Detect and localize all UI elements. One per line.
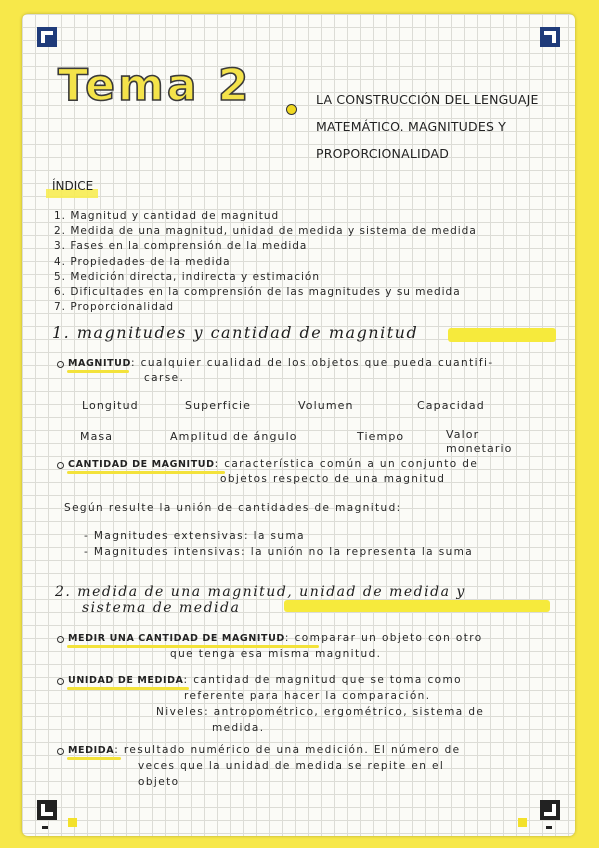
index-item: 7. Proporcionalidad	[54, 301, 174, 314]
bullet-icon	[57, 462, 64, 469]
marker-dash	[546, 826, 552, 829]
index-list	[54, 209, 477, 315]
unidad-def-line2: referente para hacer la comparación.	[184, 690, 431, 702]
medir-def-line2: que tenga esa misma magnitud.	[170, 648, 382, 660]
extensivas-text: - Magnitudes extensivas: la suma	[84, 530, 305, 542]
term-underline	[67, 370, 129, 373]
medida-definition	[68, 744, 461, 756]
magnitude-example: Volumen	[298, 399, 354, 412]
corner-marker-bottom-right-icon	[539, 799, 561, 821]
section2-heading-line2: sistema de medida	[82, 600, 241, 616]
medida-term: MEDIDA	[68, 745, 115, 756]
index-item: 6. Dificultades en la comprensión de las magnitudes y su medida	[54, 286, 461, 299]
unidad-definition	[68, 674, 462, 686]
corner-marker-top-right-icon	[539, 26, 561, 48]
magnitud-def-text: : cualquier cualidad de los objetos que pueda cuantifi-	[130, 357, 494, 369]
index-heading: ÍNDICE	[52, 179, 94, 193]
subtitle-line: PROPORCIONALIDAD	[316, 146, 450, 161]
title-dot	[286, 104, 297, 115]
subtitle-line: MATEMÁTICO. MAGNITUDES Y	[316, 119, 507, 134]
magnitud-definition	[68, 357, 494, 369]
index-item: 3. Fases en la comprensión de la medida	[54, 240, 308, 253]
bullet-icon	[57, 361, 64, 368]
magnitude-example: Capacidad	[417, 399, 485, 412]
unidad-def-line4: medida.	[212, 722, 265, 734]
index-item: 1. Magnitud y cantidad de magnitud	[54, 210, 280, 222]
page-title: Tema 2	[58, 60, 252, 111]
bullet-icon	[57, 748, 64, 755]
section2-heading-line1: 2. medida de una magnitud, unidad de medida y	[55, 584, 466, 600]
magnitude-example: Superficie	[185, 399, 252, 412]
term-underline	[67, 471, 225, 474]
medir-definition	[68, 632, 483, 644]
medir-term: MEDIR UNA CANTIDAD DE MAGNITUD	[68, 633, 285, 644]
medida-def-text: : resultado numérico de una medición. El número de	[114, 744, 461, 756]
unidad-def-text: : cantidad de magnitud que se toma como	[183, 674, 462, 686]
segun-text: Según resulte la unión de cantidades de magnitud:	[64, 502, 402, 514]
section1-heading: 1. magnitudes y cantidad de magnitud	[52, 323, 419, 342]
magnitude-example: Masa	[80, 430, 114, 443]
magnitud-term: MAGNITUD	[68, 358, 131, 369]
page-subtitle	[316, 86, 556, 167]
subtitle-line: LA CONSTRUCCIÓN DEL LENGUAJE	[316, 92, 539, 107]
index-item: 2. Medida de una magnitud, unidad de medida y sistema de medida	[54, 225, 477, 238]
unidad-term: UNIDAD DE MEDIDA	[68, 675, 184, 686]
medir-def-text: : comparar un objeto con otro	[284, 632, 483, 644]
unidad-def-line3: Niveles: antropométrico, ergométrico, sistema de	[156, 706, 485, 718]
magnitud-def-line2: carse.	[144, 372, 185, 384]
section1-highlight	[448, 328, 556, 342]
cantidad-def-line2: objetos respecto de una magnitud	[220, 473, 446, 485]
section2-highlight	[284, 600, 550, 612]
cantidad-def-text: : característica común a un conjunto de	[214, 458, 479, 470]
magnitude-example: Longitud	[82, 399, 139, 412]
cantidad-term: CANTIDAD DE MAGNITUD	[68, 459, 215, 470]
term-underline	[67, 757, 121, 760]
bullet-icon	[57, 636, 64, 643]
notebook-page	[22, 14, 575, 836]
intensivas-text: - Magnitudes intensivas: la unión no la representa la suma	[84, 546, 474, 558]
bullet-icon	[57, 678, 64, 685]
medida-def-line3: objeto	[138, 776, 180, 788]
magnitude-example: Amplitud de ángulo	[170, 430, 298, 443]
medida-def-line2: veces que la unidad de medida se repite en el	[138, 760, 445, 772]
marker-dash	[42, 826, 48, 829]
marker-yellow-square	[68, 818, 77, 827]
magnitude-example: Valor monetario	[446, 428, 513, 455]
corner-marker-bottom-left-icon	[36, 799, 58, 821]
term-underline	[67, 687, 189, 690]
magnitude-example: Tiempo	[357, 430, 405, 443]
marker-yellow-square	[518, 818, 527, 827]
index-item: 5. Medición directa, indirecta y estimación	[54, 270, 321, 283]
corner-marker-top-left-icon	[36, 26, 58, 48]
cantidad-definition	[68, 458, 478, 470]
index-item: 4. Propiedades de la medida	[54, 255, 231, 268]
